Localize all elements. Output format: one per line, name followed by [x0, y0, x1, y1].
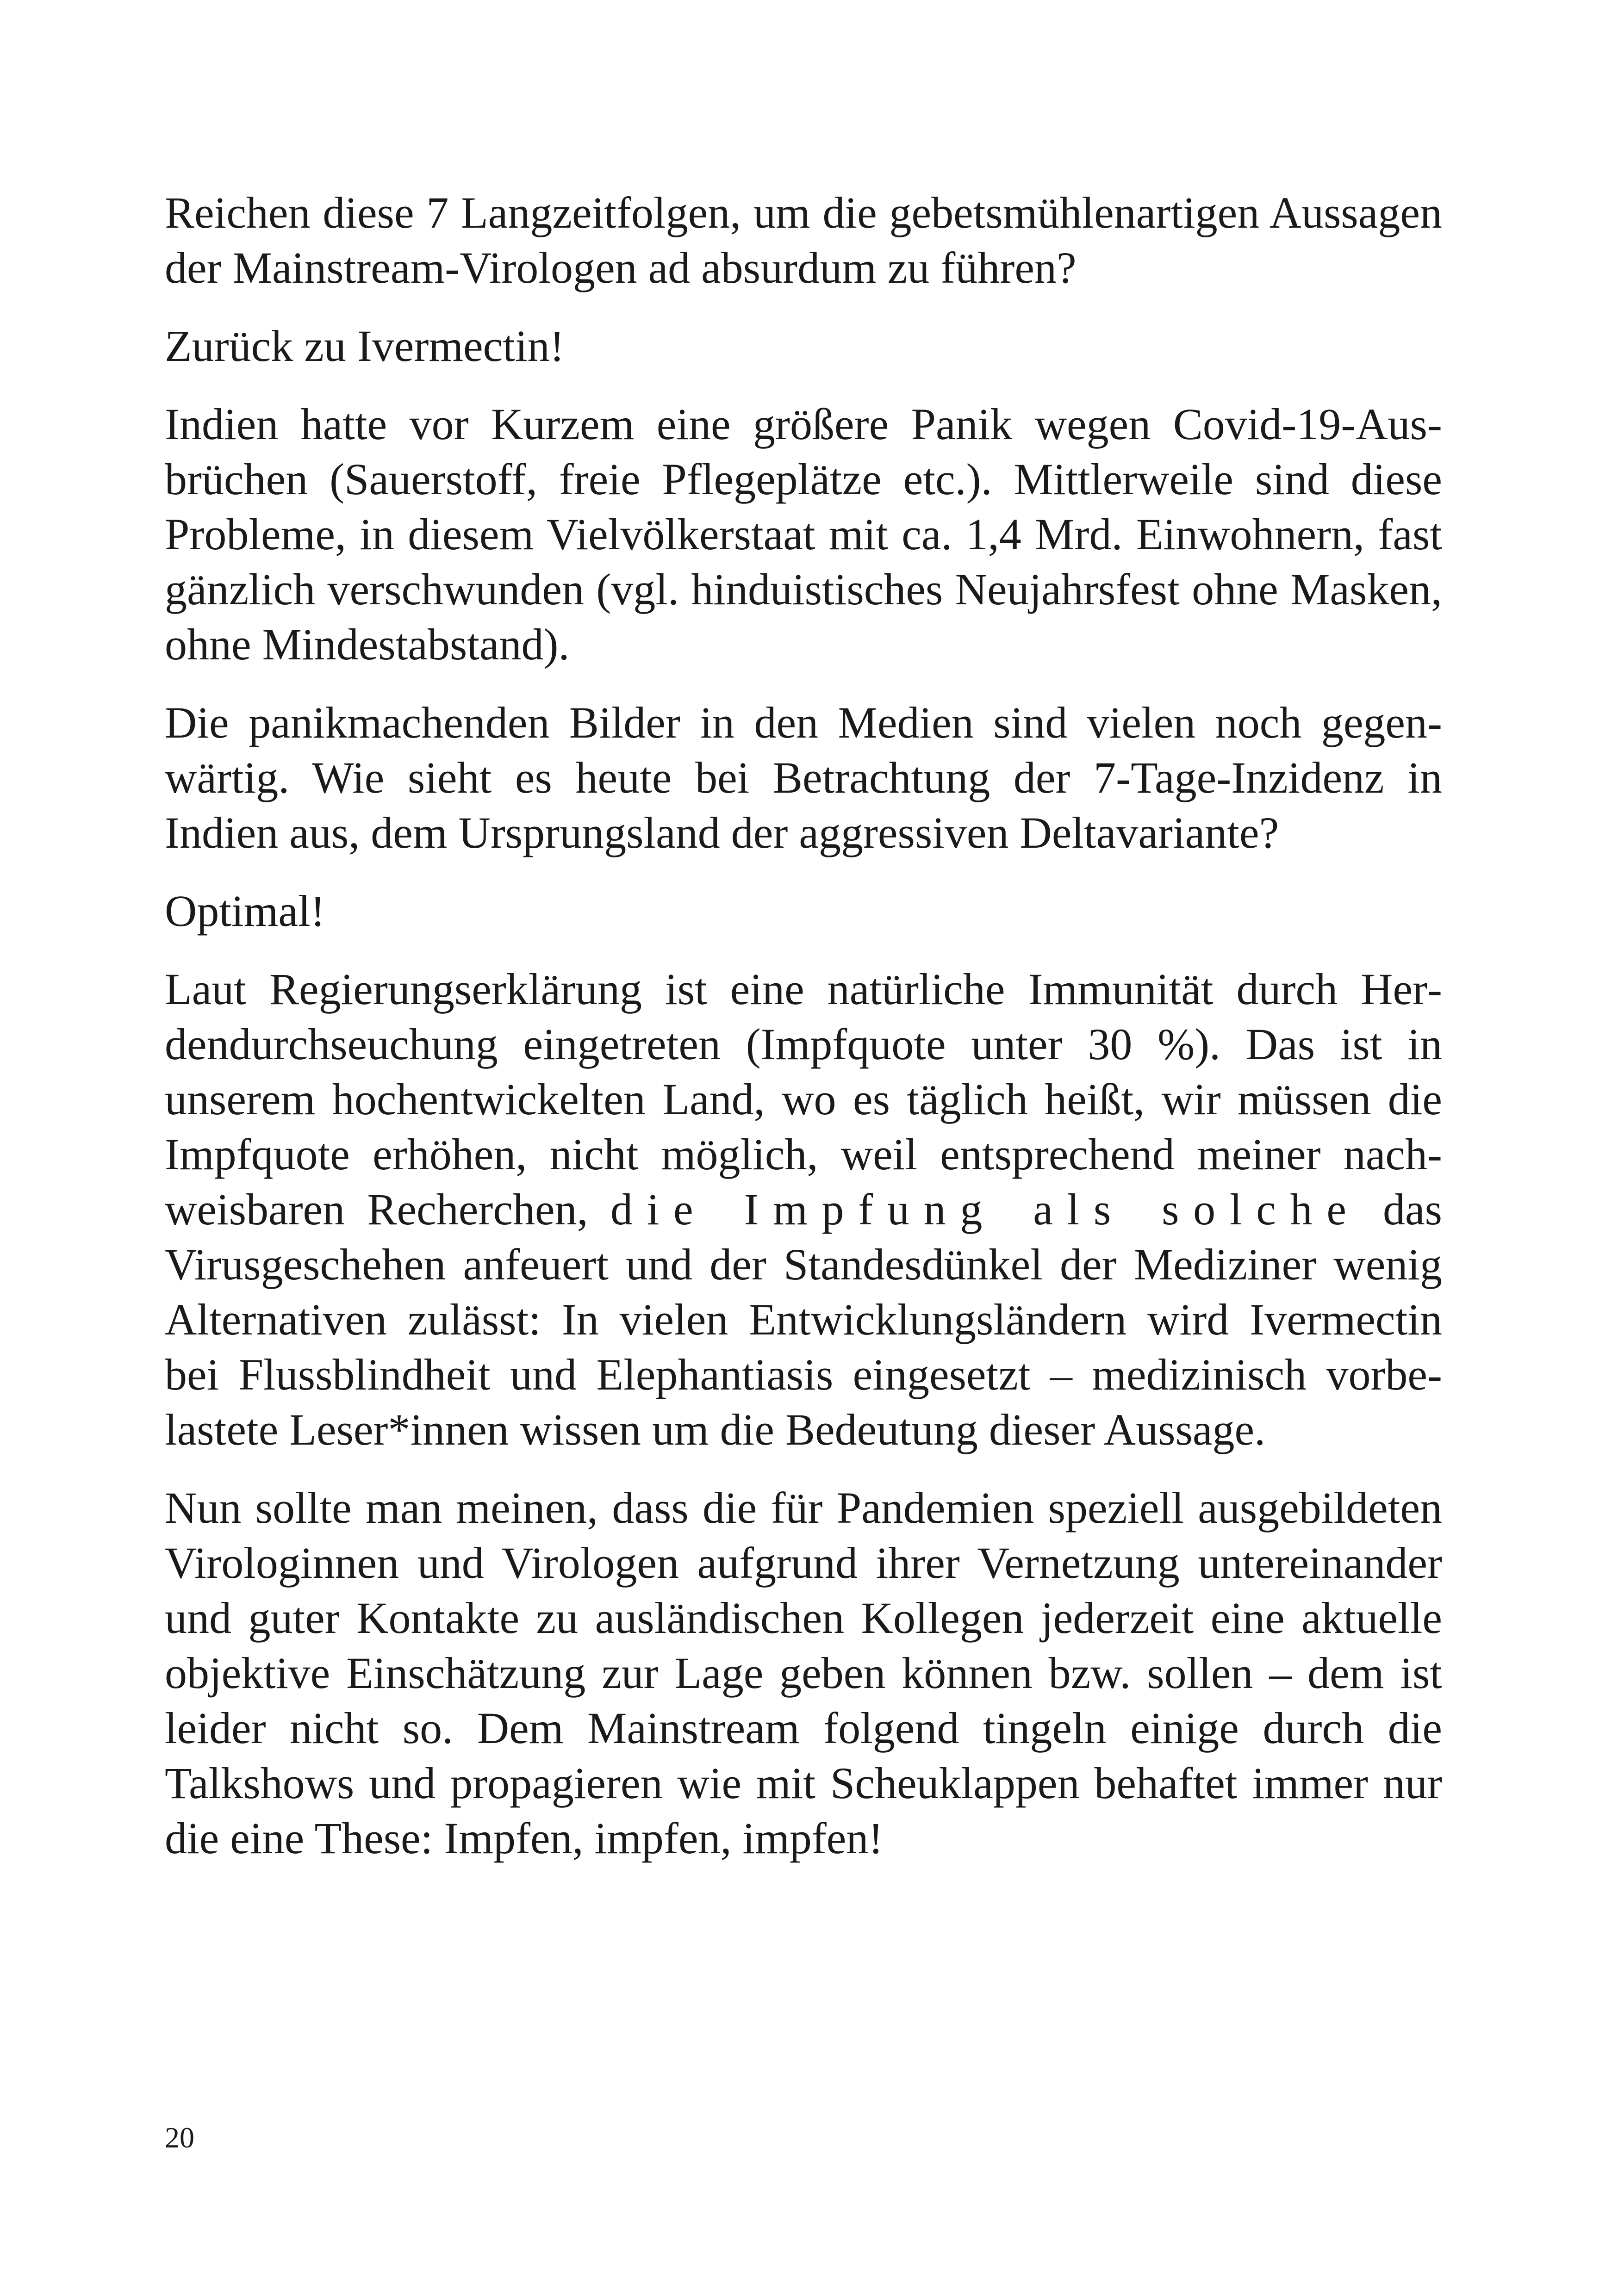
paragraph-6-text-end: das Virusgeschehen anfeuert und der Standesdünkel der Mediziner wenig Alternativen zulässt: In vielen Entwicklungsländern wird Ivermectin bei Flussblindheit und Elephantiasis eingesetzt – medizinisch vorbelastete Leser*innen wissen um die Bedeutung dieser Aussage. — [165, 1185, 1443, 1454]
paragraph-7: Nun sollte man meinen, dass die für Pandemien speziell ausgebildeten Virologinnen und Virologen aufgrund ihrer Vernetzung untereinander und guter Kontakte zu ausländischen Kollegen jederzeit eine aktuelle objektive Einschätzung zur Lage geben können bzw. sollen – dem ist leider nicht so. Dem Mainstream folgend tingeln einige durch die Talkshows und propagieren wie mit Scheuklappen behaftet immer nur die eine These: Impfen, impfen, impfen! — [165, 1483, 1442, 1863]
paragraph-3: Indien hatte vor Kurzem eine größere Panik wegen Covid-19-Ausbrüchen (Sauerstoff, freie Pflegeplätze etc.). Mittlerweile sind diese Probleme, in diesem Vielvölkerstaat mit ca. 1,4 Mrd. Einwohnern, fast gänzlich verschwunden (vgl. hinduistisches Neujahrsfest ohne Masken, ohne Mindestabstand). — [165, 399, 1442, 669]
paragraph-6 — [165, 962, 1442, 1457]
body-text — [165, 185, 1442, 1889]
paragraph-1: Reichen diese 7 Langzeitfolgen, um die gebetsmühlenartigen Aussagen der Mainstream-Virologen ad absurdum zu führen? — [165, 188, 1442, 292]
paragraph-5: Optimal! — [165, 886, 325, 936]
paragraph-2: Zurück zu Ivermectin! — [165, 321, 565, 371]
paragraph-6-text-start: Laut Regierungserklärung ist eine natürliche Immunität durch Herdendurchseuchung eingetreten (Impfquote unter 30 %). Das ist in unserem hochentwickelten Land, wo es täglich heißt, wir müssen die Impfquote erhöhen, nicht möglich, weil entsprechend meiner nachweisbaren Recherchen, — [165, 964, 1442, 1234]
paragraph-4: Die panikmachenden Bilder in den Medien sind vielen noch gegenwärtig. Wie sieht es heute bei Betrachtung der 7-Tage-Inzidenz in Indien aus, dem Ursprungsland der aggressiven Deltavariante? — [165, 698, 1442, 857]
page-number: 20 — [165, 2121, 194, 2154]
spaced-emphasis: die Impfung als solche — [610, 1185, 1361, 1234]
